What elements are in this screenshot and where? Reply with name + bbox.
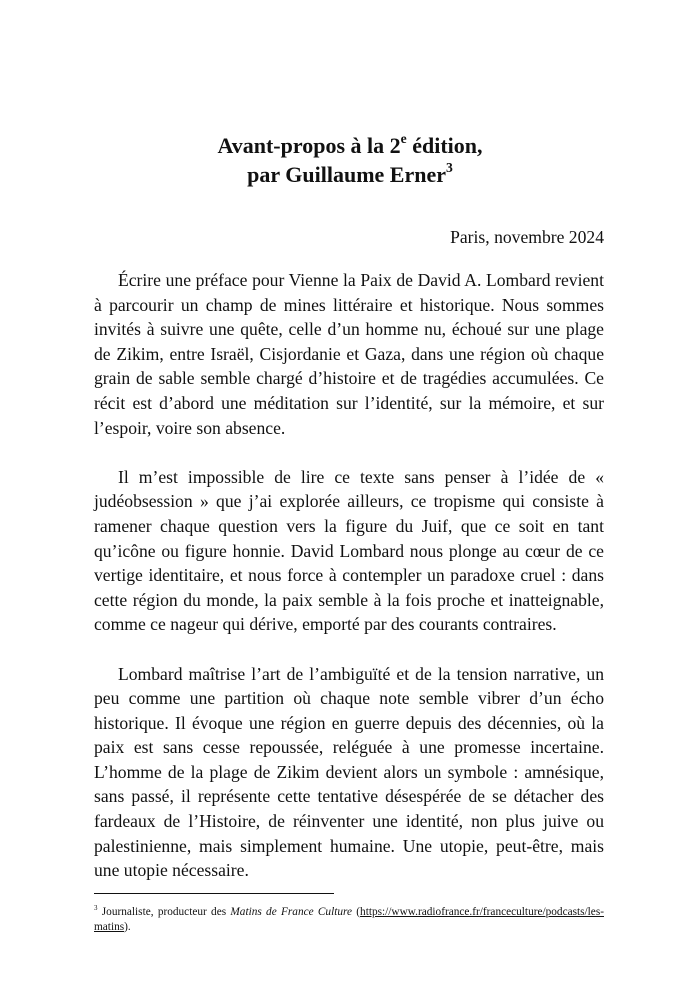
title-line-1-end: édition, <box>406 133 483 158</box>
footnote-text: Journaliste, producteur des <box>97 906 231 918</box>
title-line-1-text: Avant-propos à la 2 <box>217 133 401 158</box>
footnote-link[interactable]: https://www.radiofrance.fr/franceculture/podcasts/les-matins <box>94 906 604 933</box>
paragraph-3: Lombard maîtrise l’art de l’ambiguïté et de la tension narrative, un peu comme une partition où chaque note semble vibrer d’un écho historique. Il évoque une région en guerre depuis des décennies, où la paix est sans cesse repoussée, reléguée à une promesse incertaine. L’homme de la plage de Zikim devient alors un symbole : amnésique, sans passé, il représente cette tentative désespérée de se détacher des fardeaux de l’Histoire, de réinventer une identité, non plus juive ou palestinienne, mais simplement humaine. Une utopie, peut-être, mais une utopie nécessaire. <box>94 663 604 881</box>
footnote-program-title: Matins de France Culture <box>230 906 352 918</box>
title-line-1 <box>94 131 606 160</box>
footnote <box>94 905 604 935</box>
page-title <box>94 131 606 189</box>
footnote-marker: 3 <box>94 903 98 912</box>
title-author: par Guillaume Erner <box>247 162 446 187</box>
body-text <box>94 268 604 907</box>
title-line-2 <box>94 160 606 189</box>
place-date: Paris, novembre 2024 <box>450 227 604 247</box>
footnote-separator <box>94 893 334 894</box>
footnote-paren-close: ). <box>124 921 131 933</box>
paragraph-1: Écrire une préface pour Vienne la Paix de David A. Lombard revient à parcourir un champ de mines littéraire et historique. Nous sommes invités à suivre une quête, celle d’un homme nu, échoué sur une plage de Zikim, entre Israël, Cisjordanie et Gaza, dans une région où chaque grain de sable semble chargé d’histoire et de tragédies accumulées. Ce récit est d’abord une méditation sur l’identité, sur la mémoire, et sur l’espoir, voire son absence. <box>94 270 604 438</box>
edition-superscript: e <box>400 131 407 147</box>
paragraph-2: Il m’est impossible de lire ce texte sans penser à l’idée de « judéobsession » que j’ai explorée ailleurs, ce tropisme qui consiste à ramener chaque question vers la figure du Juif, que ce soit en tant qu’icône ou figure honnie. David Lombard nous plonge au cœur de ce vertige identitaire, et nous force à contempler un paradoxe cruel : dans cette région du monde, la paix semble à la fois proche et inatteignable, comme ce nageur qui dérive, emporté par des courants contraires. <box>94 466 604 635</box>
footnote-reference: 3 <box>446 160 453 176</box>
footnote-paren-open: ( <box>352 906 361 918</box>
